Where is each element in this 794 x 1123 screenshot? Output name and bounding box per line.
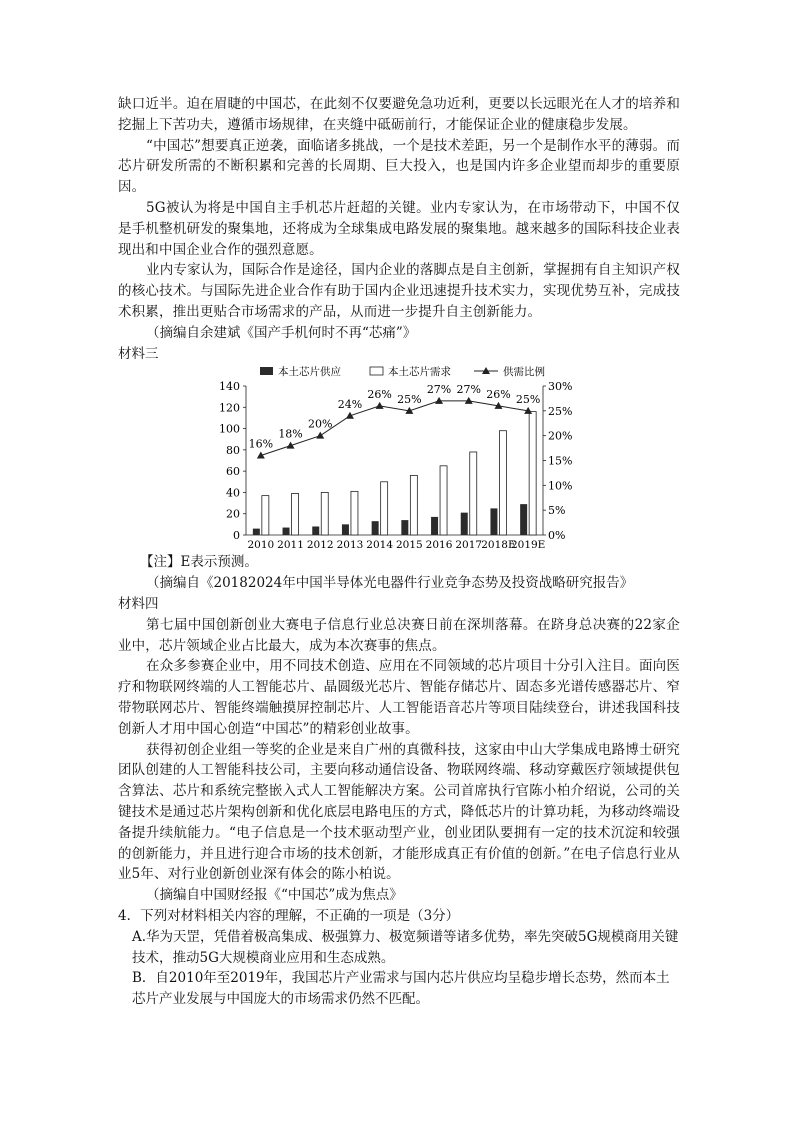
ratio-data-label: 27%	[456, 383, 481, 397]
ratio-data-label: 16%	[248, 437, 274, 451]
y-tick-label: 0	[233, 529, 240, 543]
legend-swatch-supply	[260, 367, 273, 375]
x-tick-label: 2015	[395, 539, 423, 552]
y-tick-label: 120	[219, 401, 240, 415]
x-tick-label: 2010	[247, 539, 275, 552]
paragraph-3: 5G被认为将是中国自主手机芯片赶超的关键。业内专家认为，在市场带动下，中国不仅是手机整机研发的聚集地，还将成为全球集成电路发展的聚集地。越来越多的国际科技企业表现出和中国企业合作的强烈意愿。	[118, 199, 680, 258]
y-tick-label: 20	[226, 508, 240, 522]
option-a[interactable]: A.华为天罡，凭借着极高集成、极强算力、极宽频谱等诸多优势，率先突破5G规模商用关键技术，推动5G大规模商业应用和生态成熟。	[132, 928, 679, 966]
ratio-data-label: 26%	[486, 388, 511, 402]
ratio-data-label: 24%	[337, 398, 363, 412]
bar-demand	[351, 492, 358, 536]
paragraph-4: 业内专家认为，国际合作是途径，国内企业的落脚点是自主创新，掌握拥有自主知识产权的核心技术。与国际先进企业合作有助于国内企业迅速提升技术实力，实现优势互补，完成技术积累，推出更贴合市场需求的产品，从而进一步提升自主创新能力。	[118, 262, 680, 320]
ratio-data-label: 18%	[278, 427, 303, 441]
bar-demand	[410, 476, 417, 536]
legend-label-ratio: 供需比例	[503, 366, 545, 379]
y2-tick-label: 25%	[548, 405, 573, 419]
bar-supply	[461, 513, 468, 535]
option-b[interactable]: B．自2010年至2019年，我国芯片产业需求与国内芯片供应均呈稳步增长态势，然而本土芯片产业发展与中国庞大的市场需求仍然不匹配。	[132, 970, 670, 1008]
y2-tick-label: 15%	[548, 454, 573, 468]
ratio-data-label: 25%	[397, 393, 422, 407]
paragraph-2: “中国芯”想要真正逆袭，面临诸多挑战，一个是技术差距，另一个是制作水平的薄弱。而芯片研发所需的不断积累和完善的长周期、巨大投入，也是国内许多企业望而却步的重要原因。	[118, 137, 680, 196]
paragraph-5: 第七届中国创新创业大赛电子信息行业总决赛日前在深圳落幕。在跻身总决赛的22家企业中，芯片领域企业占比最大，成为本次赛事的焦点。	[118, 616, 680, 654]
x-tick-label: 2014	[366, 539, 394, 552]
x-tick-label: 2011	[277, 539, 304, 552]
paragraph-6: 在众多参赛企业中，用不同技术创造、应用在不同领域的芯片项目十分引入注目。面向医疗和物联网终端的人工智能芯片、晶圆级光芯片、智能存储芯片、固态多光谱传感器芯片、窄带物联网芯片、智能终端触摸屏控制芯片、人工智能语音芯片等项目陆续登台，讲述我国科技创新人才用中国心创造“中国芯”的精彩创业故事。	[118, 658, 680, 737]
ratio-point	[465, 397, 473, 404]
bar-demand	[321, 493, 328, 536]
bar-supply	[431, 517, 438, 535]
question-4: 4．下列对材料相关内容的理解，不正确的一项是（3分）	[118, 907, 460, 924]
chart-note: 【注】E表示预测。	[140, 554, 258, 571]
y-tick-label: 100	[219, 422, 240, 436]
bar-demand	[470, 452, 477, 535]
chart-legend	[260, 365, 545, 378]
document-page	[118, 94, 680, 1010]
y-tick-label: 140	[219, 380, 240, 394]
bar-demand	[381, 482, 388, 535]
chart-svg	[118, 364, 680, 552]
material-3-heading: 材料三	[118, 345, 159, 362]
bar-supply	[520, 504, 527, 535]
x-tick-label: 2016	[425, 539, 453, 552]
bar-supply	[342, 525, 349, 536]
paragraph-1: 缺口近半。迫在眉睫的中国芯，在此刻不仅要避免急功近利，更要以长远眼光在人才的培养和挖掘上下苦功夫，遵循市场规律，在夹缝中砥砺前行，才能保证企业的健康稳步发展。	[118, 96, 680, 133]
ratio-point	[435, 397, 443, 404]
x-tick-label: 2017	[455, 539, 483, 552]
y2-tick-label: 5%	[548, 504, 566, 518]
bar-demand	[440, 466, 447, 535]
y2-tick-label: 30%	[548, 380, 573, 394]
x-tick-label: 2019E	[510, 539, 546, 552]
chart-plot-area	[219, 380, 572, 551]
paragraph-7: 获得初创企业组一等奖的企业是来自广州的真微科技，这家由中山大学集成电路博士研究团队创建的人工智能科技公司，主要向移动通信设备、物联网终端、移动穿戴医疗领域提供包含算法、芯片和系统完整嵌入式人工智能解决方案。公司首席执行官陈小柏介绍说，公司的关键技术是通过芯片架构创新和优化底层电路电压的方式，降低芯片的计算功耗，为移动终端设备提升续航能力。“电子信息是一个技术驱动型产业，创业团队要拥有一定的技术沉淀和较强的创新能力，并且进行迎合市场的技术创新，才能形成真正有价值的创新。”在电子信息行业从业5年、对行业创新创业深有体会的陈小柏说。	[118, 741, 680, 883]
bar-supply	[490, 509, 497, 536]
y-tick-label: 60	[226, 465, 240, 479]
source-citation-3: （摘编自中国财经报《“中国芯”成为焦点》	[146, 887, 403, 904]
x-tick-label: 2013	[336, 539, 364, 552]
ratio-data-label: 26%	[367, 388, 392, 402]
ratio-point	[376, 402, 384, 409]
chip-supply-demand-chart	[118, 364, 680, 552]
x-tick-label: 2018E	[481, 539, 516, 552]
bar-supply	[372, 522, 379, 536]
ratio-data-label: 27%	[426, 383, 452, 397]
ratio-point	[316, 432, 324, 439]
bar-supply	[401, 520, 408, 535]
bar-demand	[292, 494, 299, 536]
bar-supply	[253, 529, 260, 535]
y2-tick-label: 0%	[548, 529, 566, 543]
y2-tick-label: 10%	[548, 479, 573, 493]
legend-swatch-demand	[370, 367, 383, 375]
bar-demand	[262, 496, 269, 535]
y2-tick-label: 20%	[548, 430, 573, 444]
bar-demand	[499, 431, 506, 535]
source-citation-2: （摘编自《20182024年中国半导体光电器件行业竞争态势及投资战略研究报告》	[146, 575, 634, 592]
legend-label-supply: 本土芯片供应	[278, 366, 341, 379]
material-4-heading: 材料四	[118, 595, 159, 612]
y-tick-label: 40	[226, 486, 240, 500]
bar-supply	[283, 528, 290, 535]
y-tick-label: 80	[226, 444, 240, 458]
bar-demand	[529, 412, 536, 535]
ratio-data-label: 20%	[308, 418, 333, 432]
x-tick-label: 2012	[306, 539, 334, 552]
legend-label-demand: 本土芯片需求	[388, 366, 451, 379]
source-citation-1: （摘编自余建斌《国产手机何时不再“芯痛”》	[146, 324, 417, 341]
bar-supply	[312, 527, 319, 536]
ratio-data-label: 25%	[515, 393, 541, 407]
